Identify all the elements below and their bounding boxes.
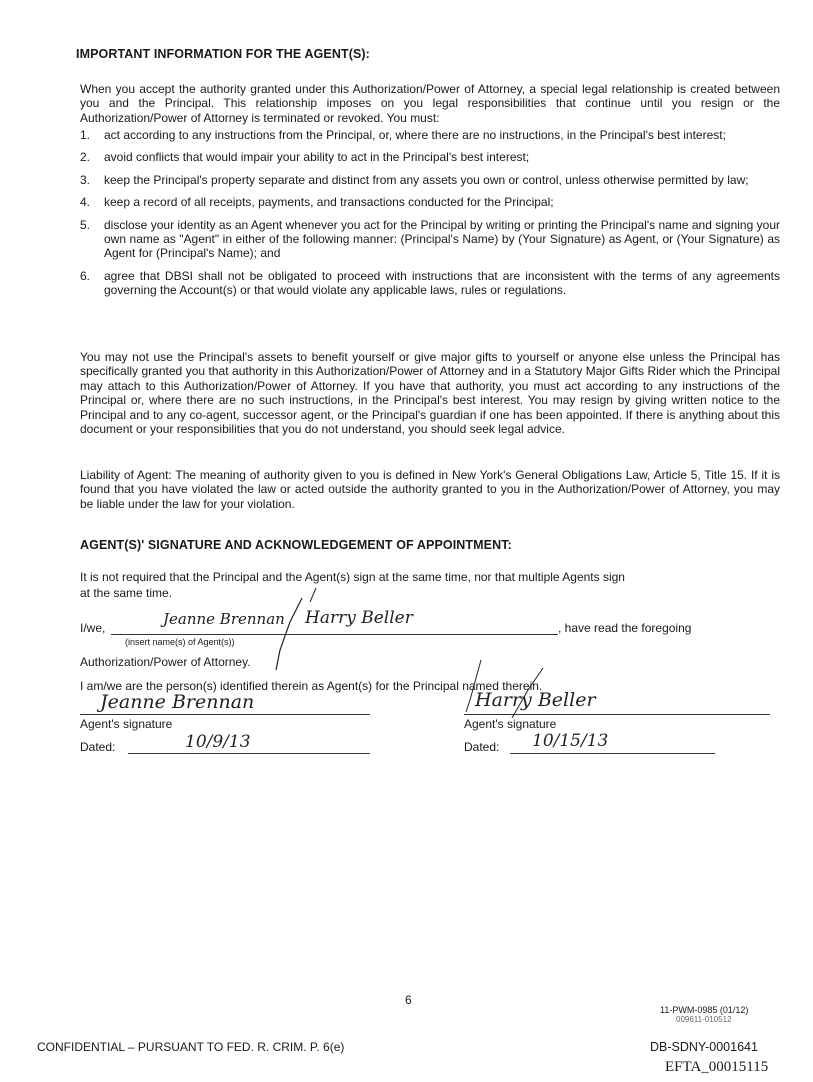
dated-line-1 xyxy=(128,753,370,754)
intro-paragraph: When you accept the authority granted under this Authorization/Power of Attorney, a special legal relationship is created between you and the Principal. This relationship imposes on you legal responsibilities that continue until you resign or the Authorization/Power of Attorney is terminated or revoked. You must: xyxy=(80,82,780,125)
insert-names-hint: (insert name(s) of Agent(s)) xyxy=(125,637,235,647)
list-text: avoid conflicts that would impair your ability to act in the Principal's best interest; xyxy=(104,150,530,165)
signature-agent-2: Harry Beller xyxy=(475,689,596,711)
liability-paragraph: Liability of Agent: The meaning of authority given to you is defined in New York's General Obligations Law, Article 5, Title 15. If it is found that you have violated the law or acted outside the authority granted to you in the Authorization/Power of Attorney, you may be liable under the law for your violation. xyxy=(80,468,780,511)
list-text: act according to any instructions from the Principal, or, where there are no instructions, in the Principal's best interest; xyxy=(104,128,726,142)
list-text: keep the Principal's property separate and distinct from any assets you own or control, unless otherwise permitted by law; xyxy=(104,172,749,187)
list-number: 3. xyxy=(80,172,91,187)
efta-number: EFTA_00015115 xyxy=(665,1059,769,1075)
iwe-label: I/we, xyxy=(80,621,106,635)
list-text: agree that DBSI shall not be obligated to proceed with instructions that are inconsistent with the terms of any agreements governing the Account(s) or that would violate any applicable laws, rules or regulations. xyxy=(104,268,780,298)
gifts-paragraph: You may not use the Principal's assets to benefit yourself or give major gifts to yourself or anyone else unless the Principal has specifically granted you that authority in this Authorization/Power of Attorney and in a Statutory Major Gifts Rider which the Principal may attach to this Authorization/Power of Attorney. If you have that authority, you must act according to any instructions of the Principal or, where there are no such instructions, in the Principal's best interest. You may resign by giving written notice to the Principal and to any co-agent, successor agent, or the Principal's guardian if one has been appointed. If there is anything about this document or your responsibilities that you do not understand, you should seek legal advice. xyxy=(80,350,780,437)
page-number: 6 xyxy=(405,993,412,1007)
handwritten-date-2: 10/15/13 xyxy=(532,731,609,751)
form-code-secondary: 009611-010512 xyxy=(676,1015,732,1024)
signature-line-1 xyxy=(80,714,370,715)
list-number: 6. xyxy=(80,268,91,283)
list-number: 5. xyxy=(80,217,91,232)
agent-signature-label-1: Agent's signature xyxy=(80,717,173,731)
acknowledgement-line-2: at the same time. xyxy=(80,586,173,600)
bates-number: DB-SDNY-0001641 xyxy=(650,1040,758,1054)
signature-agent-1: Jeanne Brennan xyxy=(100,691,255,713)
confidential-notice: CONFIDENTIAL – PURSUANT TO FED. R. CRIM. P. 6(e) xyxy=(37,1040,345,1054)
list-text: disclose your identity as an Agent whenever you act for the Principal by writing or printing the Principal's name and signing your own name as "Agent" in either of the following manner: (Principal's Name) by (Your Signature) as Agent, or (Your Signature) as Agent for (Principal's Name); and xyxy=(104,217,780,261)
dated-label-1: Dated: xyxy=(80,740,116,754)
slash-stroke xyxy=(276,598,302,670)
list-number: 4. xyxy=(80,195,91,210)
acknowledgement-heading: AGENT(S)' SIGNATURE AND ACKNOWLEDGEMENT OF APPOINTMENT: xyxy=(80,538,512,552)
poa-line: Authorization/Power of Attorney. xyxy=(80,655,251,669)
pen-stroke xyxy=(310,588,316,602)
dated-label-2: Dated: xyxy=(464,740,500,754)
signature-line-2 xyxy=(464,714,770,715)
identified-line: I am/we are the person(s) identified therein as Agent(s) for the Principal named therein. xyxy=(80,679,543,693)
have-read-text: , have read the foregoing xyxy=(558,621,692,635)
handwritten-agent-name-2: Harry Beller xyxy=(305,608,413,628)
important-heading: IMPORTANT INFORMATION FOR THE AGENT(S): xyxy=(76,47,370,61)
handwritten-date-1: 10/9/13 xyxy=(185,732,251,752)
acknowledgement-line-1: It is not required that the Principal and the Agent(s) sign at the same time, nor that multiple Agents sign xyxy=(80,570,625,584)
dated-line-2 xyxy=(510,753,715,754)
list-number: 1. xyxy=(80,128,91,142)
list-number: 2. xyxy=(80,150,91,165)
handwritten-agent-name-1: Jeanne Brennan xyxy=(163,610,285,628)
form-code: 11-PWM-0985 (01/12) xyxy=(660,1005,749,1015)
list-text: keep a record of all receipts, payments, and transactions conducted for the Principal; xyxy=(104,195,554,210)
agent-signature-label-2: Agent's signature xyxy=(464,717,557,731)
